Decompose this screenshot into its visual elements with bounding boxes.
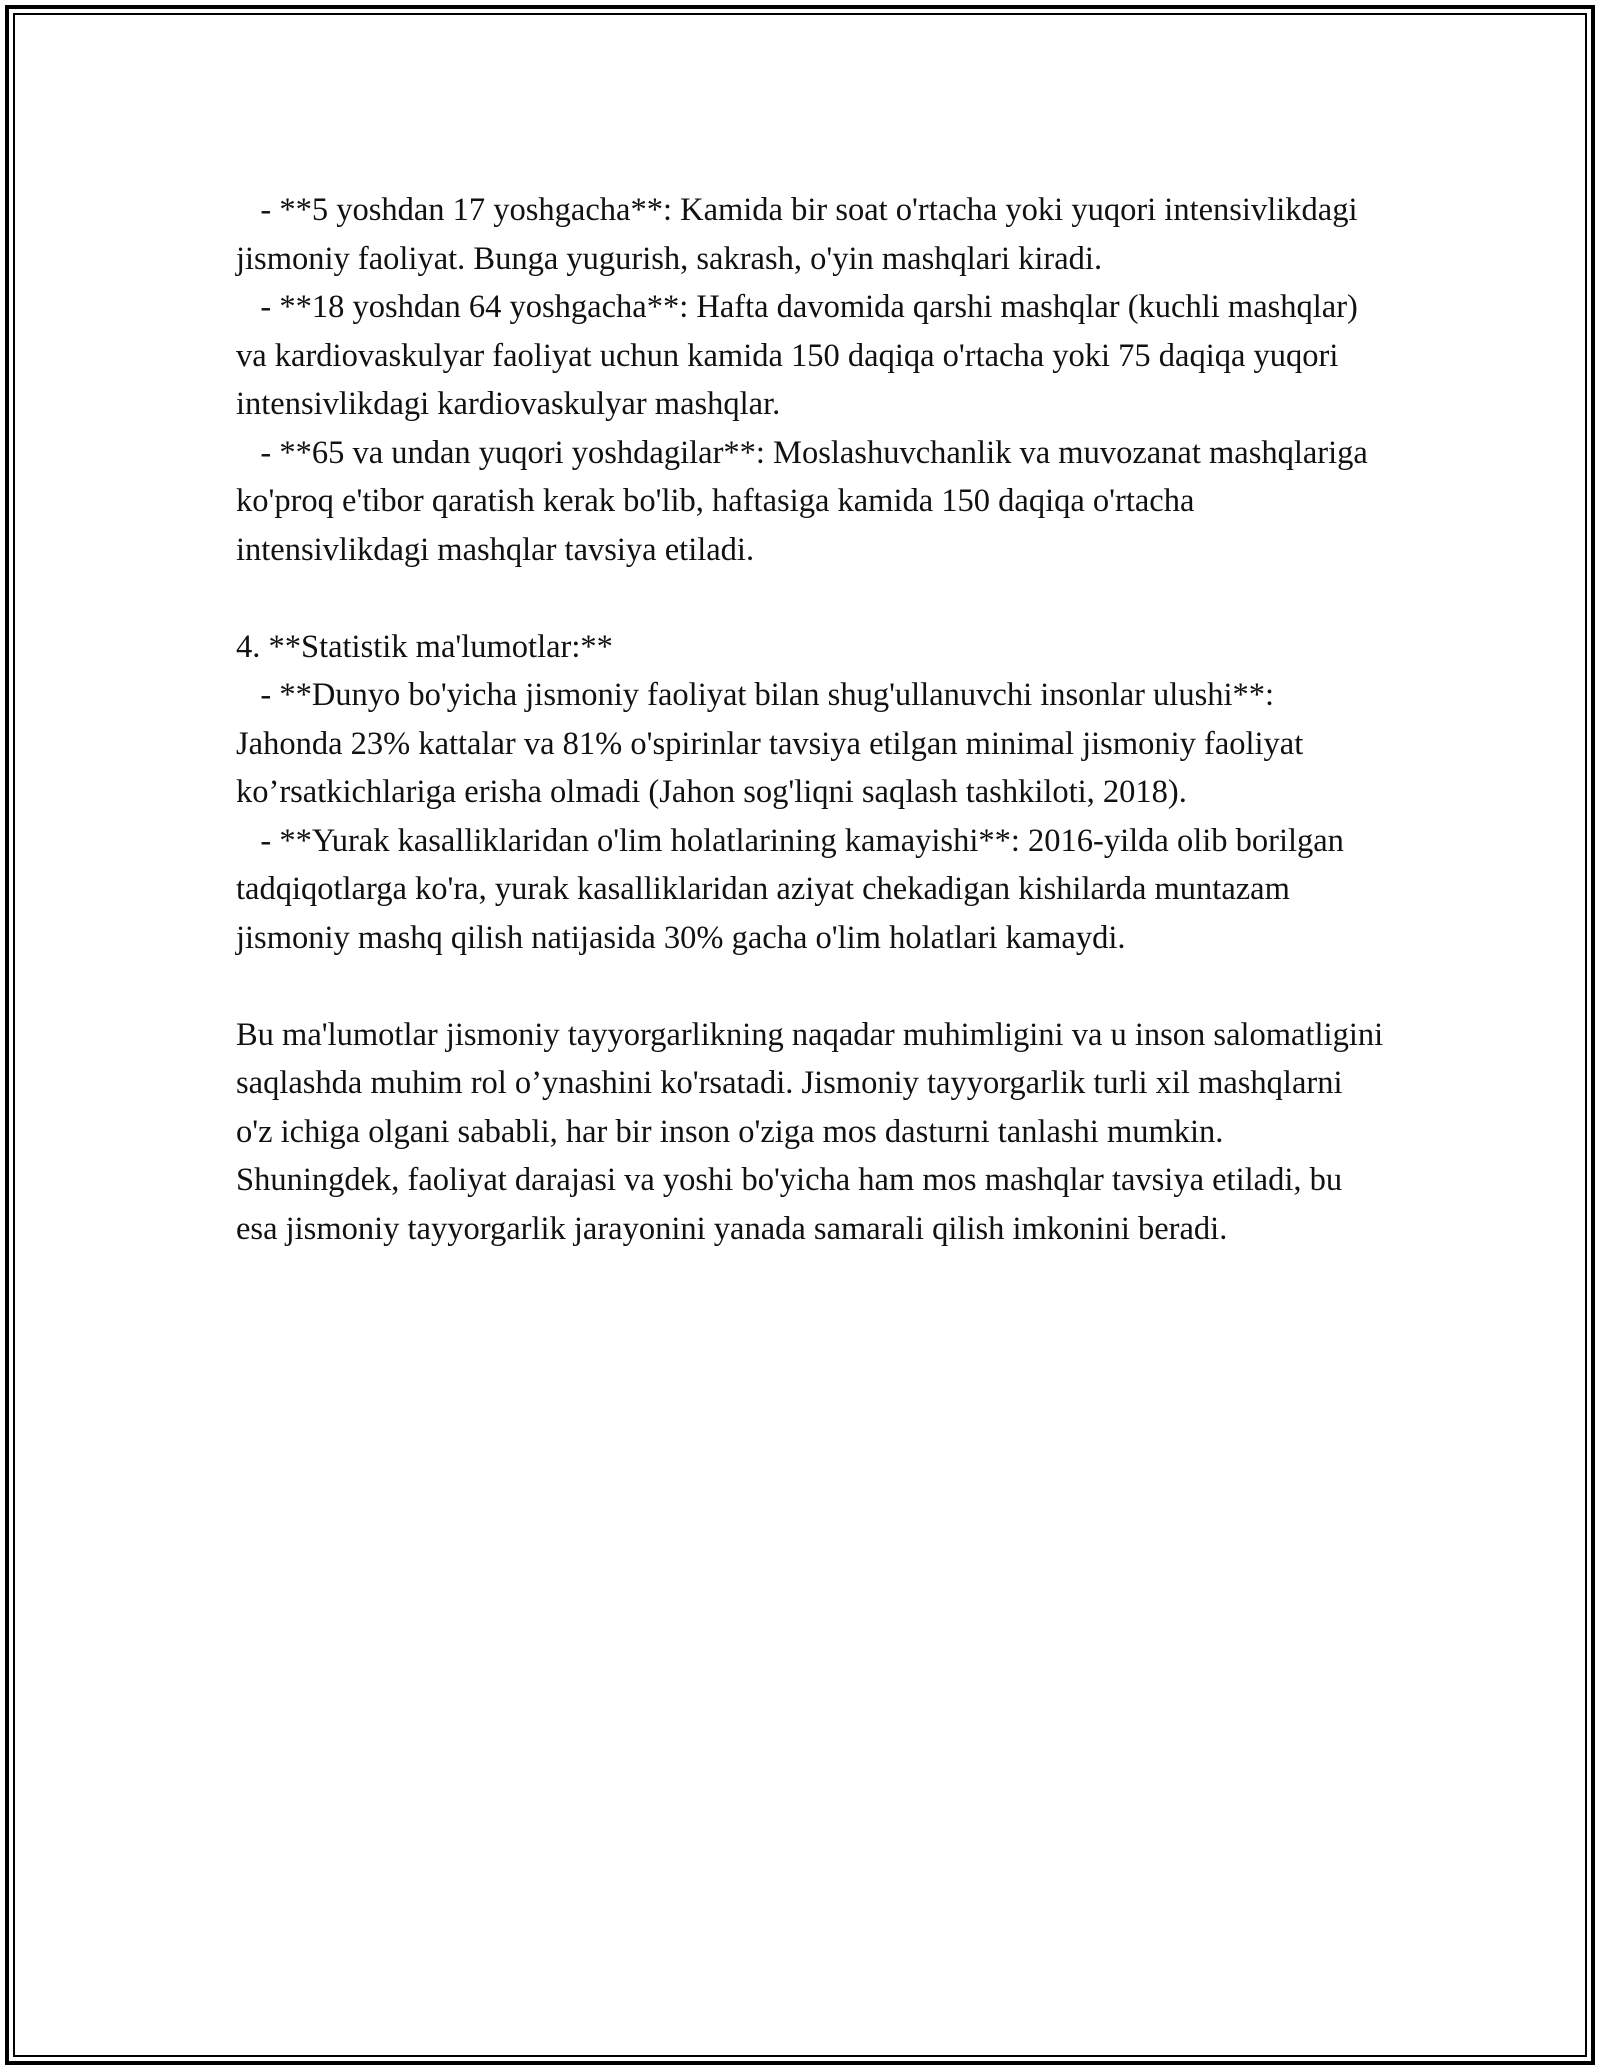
age-group-18-64: - **18 yoshdan 64 yoshgacha**: Hafta davomida qarshi mashqlar (kuchli mashqlar) va kardiovaskulyar faoliyat uchun kamida 150 daqiqa o'rtacha yoki 75 daqiqa yuqori intensivlikdagi kardiovaskulyar mashqlar. [236, 289, 1366, 422]
document-body [236, 186, 1392, 1253]
age-group-65-plus: - **65 va undan yuqori yoshdagilar**: Moslashuvchanlik va muvozanat mashqlariga ko'proq e'tibor qaratish kerak bo'lib, haftasiga kamida 150 daqiqa o'rtacha intensivlikdagi mashqlar tavsiya etiladi. [236, 434, 1376, 568]
paragraph-spacer [236, 574, 1386, 623]
age-group-5-17: - **5 yoshdan 17 yoshgacha**: Kamida bir soat o'rtacha yoki yuqori intensivlikdagi jismoniy faoliyat. Bunga yugurish, sakrash, o'yin mashqlari kiradi. [236, 192, 1366, 277]
conclusion-paragraph: Bu ma'lumotlar jismoniy tayyorgarlikning naqadar muhimligini va u inson salomatligini saqlashda muhim rol o’ynashini ko'rsatadi. Jismoniy tayyorgarlik turli xil mashqlarni o'z ichiga olgani sababli, har bir inson o'ziga mos dasturni tanlashi mumkin. Shuningdek, faoliyat darajasi va yoshi bo'yicha ham mos mashqlar tavsiya etiladi, bu esa jismoniy tayyorgarlik jarayonini yanada samarali qilish imkonini beradi. [236, 1016, 1392, 1247]
statistic-item-activity-share: - **Dunyo bo'yicha jismoniy faoliyat bilan shug'ullanuvchi insonlar ulushi**: Jahonda 23% kattalar va 81% o'spirinlar tavsiya etilgan minimal jismoniy faoliyat ko’rsatkichlariga erisha olmadi (Jahon sog'liqni saqlash tashkiloti, 2018). [236, 677, 1312, 810]
statistic-item-heart-mortality: - **Yurak kasalliklaridan o'lim holatlarining kamayishi**: 2016-yilda olib borilgan tadqiqotlarga ko'ra, yurak kasalliklaridan aziyat chekadigan kishilarda muntazam jismoniy mashq qilish natijasida 30% gacha o'lim holatlari kamaydi. [236, 822, 1353, 956]
section-heading-statistics: 4. **Statistik ma'lumotlar:** [236, 628, 613, 665]
paragraph-spacer [236, 962, 1386, 1011]
